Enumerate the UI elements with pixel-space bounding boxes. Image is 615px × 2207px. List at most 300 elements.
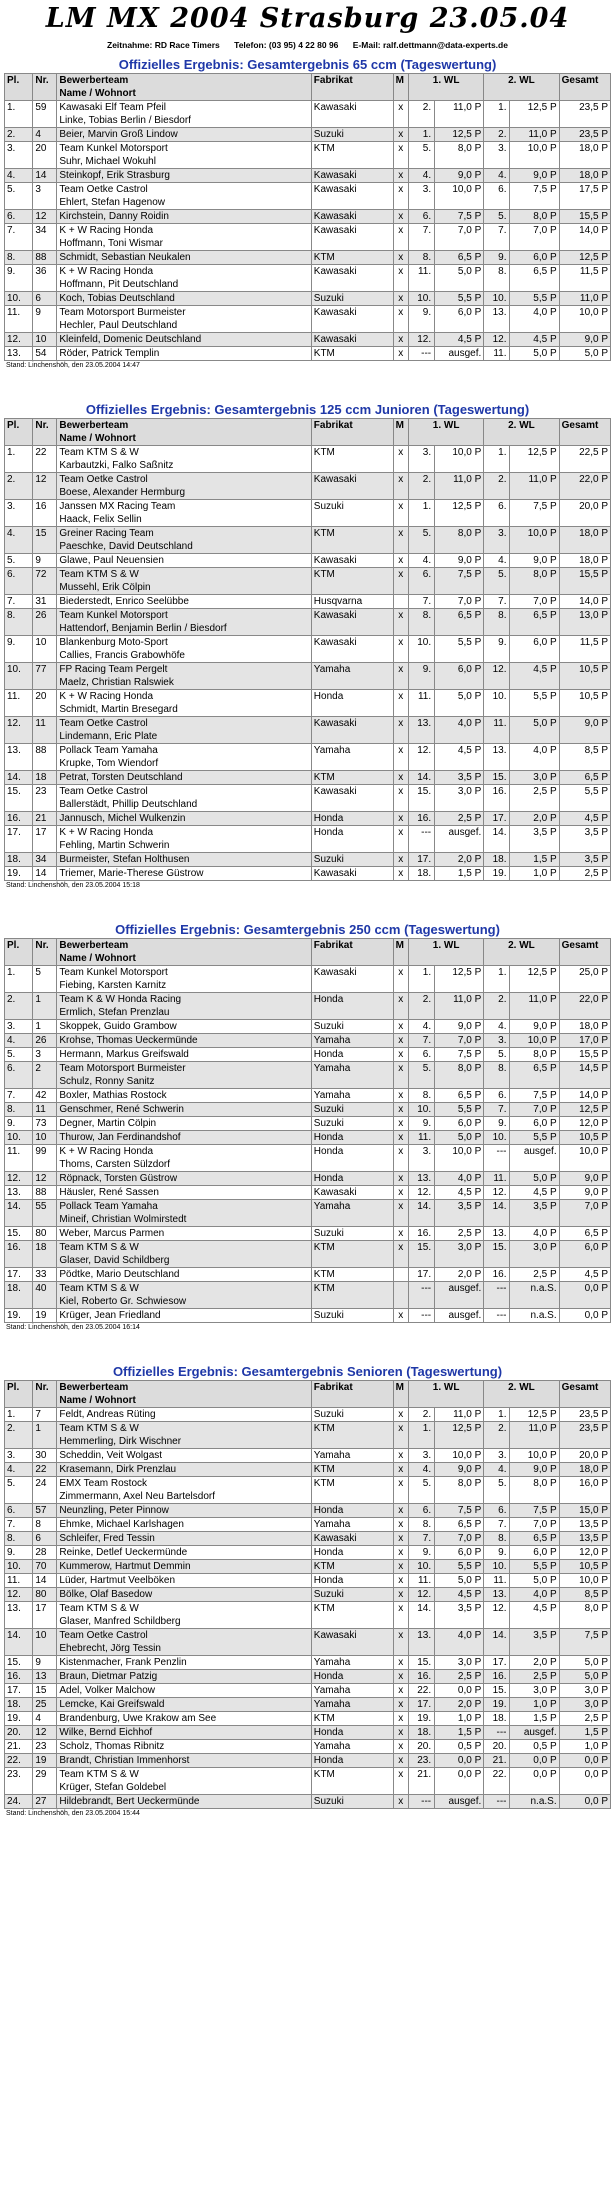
member-mark-cell: x [393, 1574, 408, 1588]
total-points-cell: 12,5 P [559, 251, 610, 265]
place-cell: 9. [5, 1117, 33, 1131]
race1-place-cell: 5. [408, 527, 434, 554]
team-cell [57, 1560, 311, 1574]
column-header-label: Fabrikat [313, 940, 353, 951]
manufacturer-cell: Kawasaki [311, 717, 393, 744]
rider-name: Fiebing, Karsten Karnitz [59, 980, 167, 991]
table-row [5, 1740, 611, 1754]
results-sections [4, 56, 611, 1849]
rider-name: Lüder, Hartmut Veelböken [59, 1575, 176, 1586]
race1-points-cell: 9,0 P [435, 169, 484, 183]
team-cell [57, 993, 311, 1020]
race1-place-cell: 15. [408, 785, 434, 812]
team-cell [57, 609, 311, 636]
total-points-cell: 20,0 P [559, 500, 610, 527]
manufacturer-cell: Suzuki [311, 1227, 393, 1241]
number-cell: 6 [33, 1532, 57, 1546]
number-cell: 23 [33, 785, 57, 812]
member-mark-cell: x [393, 1422, 408, 1449]
rider-name: Koch, Tobias Deutschland [59, 293, 175, 304]
manufacturer-cell: Kawasaki [311, 966, 393, 993]
member-mark-cell: x [393, 993, 408, 1020]
column-header [559, 1381, 610, 1408]
manufacturer-cell: KTM [311, 568, 393, 595]
race1-points-cell: 12,5 P [435, 128, 484, 142]
race2-points-cell: 4,0 P [510, 1227, 559, 1241]
number-cell: 12 [33, 1726, 57, 1740]
team-name: Team Oetke Castrol [59, 474, 148, 485]
total-points-cell: 23,5 P [559, 101, 610, 128]
race1-place-cell: 2. [408, 473, 434, 500]
number-cell: 19 [33, 1309, 57, 1323]
manufacturer-cell: Yamaha [311, 1684, 393, 1698]
member-mark-cell: x [393, 1117, 408, 1131]
race1-points-cell: 11,0 P [435, 101, 484, 128]
team-name: Team KTM S & W [59, 447, 139, 458]
timer-info: Zeitnahme: RD Race Timers [107, 40, 220, 50]
manufacturer-cell: Kawasaki [311, 785, 393, 812]
race2-points-cell: 6,5 P [510, 609, 559, 636]
team-cell [57, 966, 311, 993]
manufacturer-cell: Honda [311, 1172, 393, 1186]
manufacturer-cell: Suzuki [311, 1408, 393, 1422]
manufacturer-cell: Yamaha [311, 1740, 393, 1754]
race1-points-cell: 2,5 P [435, 812, 484, 826]
number-cell: 14 [33, 169, 57, 183]
member-mark-cell: x [393, 744, 408, 771]
race2-place-cell: 8. [484, 609, 510, 636]
race2-place-cell: 7. [484, 224, 510, 251]
rider-name: Krohse, Thomas Ueckermünde [59, 1035, 198, 1046]
total-points-cell: 18,0 P [559, 142, 610, 169]
total-points-cell: 0,0 P [559, 1768, 610, 1795]
race1-points-cell: ausgef. [435, 1309, 484, 1323]
column-header [393, 74, 408, 101]
rider-name: Krüger, Jean Friedland [59, 1310, 161, 1321]
race1-place-cell: 8. [408, 1089, 434, 1103]
race2-place-cell: 2. [484, 993, 510, 1020]
column-header [559, 419, 610, 446]
number-cell: 3 [33, 183, 57, 210]
member-mark-cell: x [393, 636, 408, 663]
number-cell: 9 [33, 554, 57, 568]
race2-place-cell: 3. [484, 1449, 510, 1463]
member-mark-cell: x [393, 554, 408, 568]
column-header-label: Pl. [7, 1382, 20, 1393]
table-row [5, 1241, 611, 1268]
race2-points-cell: 4,0 P [510, 1588, 559, 1602]
number-cell: 31 [33, 595, 57, 609]
race1-points-cell: ausgef. [435, 1282, 484, 1309]
results-section [4, 921, 611, 1363]
team-name: Team Oetke Castrol [59, 718, 148, 729]
place-cell: 9. [5, 1546, 33, 1560]
table-row [5, 1504, 611, 1518]
team-name: Pollack Team Yamaha [59, 745, 158, 756]
rider-name: Lemcke, Kai Greifswald [59, 1699, 165, 1710]
race2-place-cell: 4. [484, 1020, 510, 1034]
race2-points-cell: 9,0 P [510, 1020, 559, 1034]
member-mark-cell: x [393, 1089, 408, 1103]
race1-points-cell: 6,0 P [435, 1546, 484, 1560]
member-mark-cell: x [393, 812, 408, 826]
column-header-label: M [395, 420, 404, 431]
race2-place-cell: 1. [484, 446, 510, 473]
member-mark-cell: x [393, 128, 408, 142]
manufacturer-cell: KTM [311, 1268, 393, 1282]
place-cell: 6. [5, 1504, 33, 1518]
total-points-cell: 0,0 P [559, 1795, 610, 1809]
race2-points-cell: 12,5 P [510, 446, 559, 473]
race1-points-cell: 2,5 P [435, 1227, 484, 1241]
manufacturer-cell: Honda [311, 1504, 393, 1518]
place-cell: 13. [5, 744, 33, 771]
place-cell: 12. [5, 1172, 33, 1186]
column-header-label: Bewerberteam [59, 420, 129, 431]
race2-place-cell: 11. [484, 1172, 510, 1186]
table-row [5, 993, 611, 1020]
race2-place-cell: 6. [484, 183, 510, 210]
team-cell [57, 527, 311, 554]
column-header-label: Gesamt [561, 75, 599, 86]
member-mark-cell: x [393, 1726, 408, 1740]
race1-points-cell: 7,0 P [435, 224, 484, 251]
rider-name: Boxler, Mathias Rostock [59, 1090, 167, 1101]
total-points-cell: 18,0 P [559, 1463, 610, 1477]
number-cell: 72 [33, 568, 57, 595]
race1-place-cell: 21. [408, 1768, 434, 1795]
member-mark-cell: x [393, 473, 408, 500]
total-points-cell: 0,0 P [559, 1282, 610, 1309]
total-points-cell: 18,0 P [559, 527, 610, 554]
race1-points-cell: 2,0 P [435, 1698, 484, 1712]
column-header [393, 419, 408, 446]
total-points-cell: 15,5 P [559, 210, 610, 224]
race1-points-cell: 7,5 P [435, 1504, 484, 1518]
table-row [5, 1268, 611, 1282]
race2-points-cell: 7,0 P [510, 595, 559, 609]
number-cell: 40 [33, 1282, 57, 1309]
number-cell: 1 [33, 1422, 57, 1449]
column-header-label: M [395, 940, 404, 951]
member-mark-cell: x [393, 1172, 408, 1186]
race1-place-cell: 11. [408, 1131, 434, 1145]
total-points-cell: 3,0 P [559, 1698, 610, 1712]
race1-place-cell: 3. [408, 1449, 434, 1463]
race1-place-cell: 14. [408, 771, 434, 785]
race1-place-cell: 18. [408, 1726, 434, 1740]
number-cell: 18 [33, 1241, 57, 1268]
race2-points-cell: 8,0 P [510, 1048, 559, 1062]
manufacturer-cell: KTM [311, 1560, 393, 1574]
team-cell [57, 210, 311, 224]
race1-points-cell: 5,0 P [435, 1574, 484, 1588]
manufacturer-cell: KTM [311, 771, 393, 785]
race2-points-cell: 3,5 P [510, 826, 559, 853]
race2-points-cell: n.a.S. [510, 1795, 559, 1809]
table-row [5, 717, 611, 744]
column-header-sublabel: Name / Wohnort [59, 88, 136, 99]
rider-name: Ermlich, Stefan Prenzlau [59, 1007, 170, 1018]
table-row [5, 500, 611, 527]
race2-points-cell: 2,0 P [510, 1656, 559, 1670]
number-cell: 10 [33, 1131, 57, 1145]
race1-points-cell: 2,0 P [435, 1268, 484, 1282]
table-row [5, 1684, 611, 1698]
team-cell [57, 785, 311, 812]
table-row [5, 812, 611, 826]
manufacturer-cell: Honda [311, 1048, 393, 1062]
column-header-label: Nr. [35, 420, 49, 431]
race1-points-cell: 4,5 P [435, 1186, 484, 1200]
team-cell [57, 142, 311, 169]
member-mark-cell: x [393, 1449, 408, 1463]
total-points-cell: 10,0 P [559, 306, 610, 333]
table-row [5, 1103, 611, 1117]
member-mark-cell: x [393, 771, 408, 785]
race1-place-cell: 6. [408, 1504, 434, 1518]
race2-place-cell: --- [484, 1726, 510, 1740]
place-cell: 24. [5, 1795, 33, 1809]
team-cell [57, 1670, 311, 1684]
race2-points-cell: 7,0 P [510, 1518, 559, 1532]
number-cell: 8 [33, 1518, 57, 1532]
race1-points-cell: 7,5 P [435, 1048, 484, 1062]
race1-place-cell: 11. [408, 690, 434, 717]
team-cell [57, 554, 311, 568]
team-cell [57, 1117, 311, 1131]
member-mark-cell: x [393, 1518, 408, 1532]
race2-place-cell: 18. [484, 1712, 510, 1726]
manufacturer-cell: Suzuki [311, 1309, 393, 1323]
total-points-cell: 20,0 P [559, 1449, 610, 1463]
table-row [5, 1408, 611, 1422]
team-cell [57, 1629, 311, 1656]
team-cell [57, 812, 311, 826]
race1-place-cell: 12. [408, 1588, 434, 1602]
race1-points-cell: 4,0 P [435, 717, 484, 744]
rider-name: Schulz, Ronny Sanitz [59, 1076, 155, 1087]
member-mark-cell: x [393, 1034, 408, 1048]
number-cell: 1 [33, 1020, 57, 1034]
number-cell: 10 [33, 636, 57, 663]
number-cell: 21 [33, 812, 57, 826]
race1-place-cell: 16. [408, 1670, 434, 1684]
number-cell: 24 [33, 1477, 57, 1504]
race1-points-cell: 11,0 P [435, 473, 484, 500]
total-points-cell: 4,5 P [559, 1268, 610, 1282]
race2-points-cell: 2,5 P [510, 785, 559, 812]
race2-place-cell: 6. [484, 1504, 510, 1518]
rider-name: Suhr, Michael Wokuhl [59, 156, 156, 167]
race1-points-cell: 7,0 P [435, 595, 484, 609]
number-cell: 34 [33, 853, 57, 867]
team-name: K + W Racing Honda [59, 1146, 154, 1157]
member-mark-cell: x [393, 101, 408, 128]
race2-points-cell: 5,5 P [510, 690, 559, 717]
table-row [5, 1186, 611, 1200]
number-cell: 20 [33, 690, 57, 717]
team-cell [57, 568, 311, 595]
number-cell: 88 [33, 251, 57, 265]
race2-place-cell: 7. [484, 1518, 510, 1532]
table-header-row [5, 939, 611, 966]
member-mark-cell: x [393, 347, 408, 361]
team-cell [57, 500, 311, 527]
race2-points-cell: 11,0 P [510, 128, 559, 142]
team-cell [57, 853, 311, 867]
race1-points-cell: 5,0 P [435, 690, 484, 717]
total-points-cell: 12,0 P [559, 1546, 610, 1560]
number-cell: 28 [33, 1546, 57, 1560]
rider-name: Schmidt, Sebastian Neukalen [59, 252, 191, 263]
table-row [5, 1034, 611, 1048]
team-name: K + W Racing Honda [59, 266, 154, 277]
total-points-cell: 9,0 P [559, 1172, 610, 1186]
member-mark-cell: x [393, 1048, 408, 1062]
race1-place-cell: 6. [408, 1048, 434, 1062]
total-points-cell: 9,0 P [559, 717, 610, 744]
race1-place-cell: 10. [408, 1103, 434, 1117]
member-mark-cell: x [393, 292, 408, 306]
number-cell: 5 [33, 966, 57, 993]
team-name: Team Kunkel Motorsport [59, 610, 168, 621]
member-mark-cell: x [393, 1684, 408, 1698]
race2-points-cell: 12,5 P [510, 966, 559, 993]
place-cell: 10. [5, 1560, 33, 1574]
number-cell: 1 [33, 993, 57, 1020]
race2-points-cell: 8,0 P [510, 568, 559, 595]
rider-name: Wilke, Bernd Eichhof [59, 1727, 153, 1738]
table-row [5, 1422, 611, 1449]
total-points-cell: 2,5 P [559, 1712, 610, 1726]
race2-points-cell: 7,0 P [510, 224, 559, 251]
race2-place-cell: 15. [484, 771, 510, 785]
rider-name: Kistenmacher, Frank Penzlin [59, 1657, 187, 1668]
column-header-label: Nr. [35, 1382, 49, 1393]
column-header-label: 1. WL [432, 940, 460, 951]
column-header [311, 1381, 393, 1408]
race1-points-cell: 3,0 P [435, 1241, 484, 1268]
race2-points-cell: 4,5 P [510, 1602, 559, 1629]
race1-points-cell: 9,0 P [435, 1020, 484, 1034]
place-cell: 2. [5, 128, 33, 142]
race1-place-cell: 8. [408, 609, 434, 636]
rider-name: Genschmer, René Schwerin [59, 1104, 184, 1115]
race2-points-cell: 3,0 P [510, 1684, 559, 1698]
race1-points-cell: 6,0 P [435, 1117, 484, 1131]
place-cell: 3. [5, 1020, 33, 1034]
manufacturer-cell: Suzuki [311, 292, 393, 306]
column-header [57, 74, 311, 101]
number-cell: 7 [33, 1408, 57, 1422]
number-cell: 16 [33, 500, 57, 527]
rider-name: Bölke, Olaf Basedow [59, 1589, 153, 1600]
manufacturer-cell: Honda [311, 812, 393, 826]
table-row [5, 347, 611, 361]
race1-place-cell: 4. [408, 554, 434, 568]
rider-name: Linke, Tobias Berlin / Biesdorf [59, 115, 191, 126]
rider-name: Hemmerling, Dirk Wischner [59, 1436, 182, 1447]
race1-place-cell: 7. [408, 224, 434, 251]
member-mark-cell: x [393, 1795, 408, 1809]
team-name: Janssen MX Racing Team [59, 501, 176, 512]
team-cell [57, 744, 311, 771]
column-header [559, 74, 610, 101]
race2-place-cell: 11. [484, 1574, 510, 1588]
team-cell [57, 101, 311, 128]
race1-points-cell: 6,5 P [435, 1518, 484, 1532]
column-header-label: Gesamt [561, 940, 599, 951]
race2-place-cell: 2. [484, 1422, 510, 1449]
rider-name: Karbautzki, Falko Saßnitz [59, 460, 174, 471]
table-row [5, 1712, 611, 1726]
race2-points-cell: 8,0 P [510, 210, 559, 224]
race2-place-cell: 17. [484, 1656, 510, 1670]
total-points-cell: 15,5 P [559, 1048, 610, 1062]
race2-place-cell: 15. [484, 1684, 510, 1698]
member-mark-cell: x [393, 966, 408, 993]
race2-place-cell: 13. [484, 1227, 510, 1241]
race1-place-cell: 2. [408, 1408, 434, 1422]
rider-name: Burmeister, Stefan Holthusen [59, 854, 190, 865]
table-row [5, 1518, 611, 1532]
timestamp-note: Stand: Linchenshöh, den 23.05.2004 15:18 [6, 882, 140, 889]
manufacturer-cell: KTM [311, 251, 393, 265]
manufacturer-cell: Kawasaki [311, 867, 393, 881]
member-mark-cell: x [393, 224, 408, 251]
number-cell: 14 [33, 867, 57, 881]
results-table [4, 73, 611, 361]
team-cell [57, 333, 311, 347]
total-points-cell: 17,5 P [559, 183, 610, 210]
race2-points-cell: 5,5 P [510, 292, 559, 306]
email-info[interactable]: E-Mail: ralf.dettmann@data-experts.de [352, 40, 508, 50]
team-cell [57, 1574, 311, 1588]
team-cell [57, 306, 311, 333]
table-row [5, 251, 611, 265]
manufacturer-cell: Kawasaki [311, 609, 393, 636]
member-mark-cell: x [393, 1309, 408, 1323]
team-cell [57, 251, 311, 265]
team-cell [57, 1282, 311, 1309]
member-mark-cell: x [393, 210, 408, 224]
place-cell: 6. [5, 210, 33, 224]
manufacturer-cell: Honda [311, 1754, 393, 1768]
table-row [5, 1588, 611, 1602]
place-cell: 22. [5, 1754, 33, 1768]
team-cell [57, 446, 311, 473]
total-points-cell: 11,5 P [559, 636, 610, 663]
rider-name: Paeschke, David Deutschland [59, 541, 193, 552]
rider-name: Brandenburg, Uwe Krakow am See [59, 1713, 217, 1724]
race1-points-cell: 1,5 P [435, 867, 484, 881]
race2-place-cell: --- [484, 1282, 510, 1309]
team-cell [57, 1034, 311, 1048]
rider-name: Thoms, Carsten Sülzdorf [59, 1159, 170, 1170]
manufacturer-cell: Kawasaki [311, 1186, 393, 1200]
manufacturer-cell: Kawasaki [311, 210, 393, 224]
total-points-cell: 1,5 P [559, 1726, 610, 1740]
column-header-label: M [395, 1382, 404, 1393]
race1-place-cell: 3. [408, 1145, 434, 1172]
race1-place-cell: 10. [408, 1560, 434, 1574]
team-cell [57, 1200, 311, 1227]
table-row [5, 1172, 611, 1186]
team-cell [57, 1048, 311, 1062]
column-header-label: 1. WL [432, 75, 460, 86]
table-row [5, 771, 611, 785]
